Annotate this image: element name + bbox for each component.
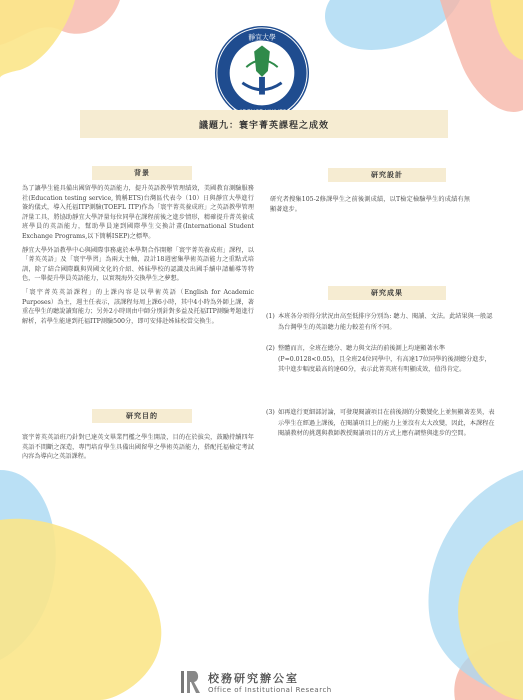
blob-blue-top-right [325, 0, 460, 50]
result-item-2 [266, 344, 496, 376]
ir-logo-icon [180, 669, 202, 695]
purpose-paragraph: 寰宇菁英英語班乃針對已達英文畢業門檻之學生開設，目的在於拔尖，鼓勵持續四年英語不間斷之深造，專門培育學生具備出國留學之學術英語能力，搭配托福檢定考試內容為導向之英語課程。 [22, 434, 254, 461]
blob-yellow-bottom-left [0, 519, 161, 700]
blob-yellow-top-left [0, 0, 75, 78]
design-heading: 研究設計 [328, 168, 446, 182]
footer-office-logo [180, 669, 332, 695]
result-item-1 [266, 312, 496, 333]
result-num-3: (3) [266, 409, 275, 416]
design-paragraph: 研究者搜集105-2修課學生之前後測成績，以T檢定檢驗學生的成績有無顯著進步。 [270, 196, 470, 213]
results-heading: 研究成果 [328, 286, 446, 300]
result-text-1: 本班各分項得分狀況由高至低排序分別為: 聽力、閱讀、文法。此結果與一般認為台灣學生的英語聽力能力較差有所不同。 [278, 313, 493, 331]
background-section [22, 184, 254, 330]
footer-office-name-en: Office of Institutional Research [208, 686, 332, 694]
purpose-section [22, 433, 254, 466]
result-num-1: (1) [266, 313, 275, 320]
background-paragraph-3: 「寰宇菁英英語課程」的上課內容是以學術英語（English for Academic Purposes）為主，週主任表示，該課程每周上課6小時，其中4小時為外師上課，著重在學生的聽說讀寫能力；另外2小時則由中師分別針對多益及托福ITP測驗考題進行解析，若學生能達到托福ITP測驗500分，即可安排赴姊妹校當交換生。 [22, 288, 254, 325]
logo-top-text: 靜宜大學 [248, 33, 276, 42]
purpose-heading: 研究目的 [92, 409, 192, 423]
university-seal-logo [213, 24, 311, 122]
footer-office-name-zh: 校務研究辦公室 [208, 672, 299, 685]
background-heading: 背景 [92, 166, 192, 180]
result-item-3 [266, 408, 496, 440]
result-text-2: 整體而言，全班在總分、聽力與文法的前後測上均達顯著水準(P=0.0128<0.05)，且全班24位同學中，有高達17位同學的後測總分進步，其中進步幅度最高的達60分，表示此菁英班有明顯成效，值得肯定。 [278, 345, 491, 373]
page-title: 議題九：寰宇菁英課程之成效 [80, 110, 448, 138]
background-paragraph-1: 為了讓學生能具備出國留學的英語能力，提升英語教學管理績效，美國教育測驗服務社(Education testing service, 簡稱ETS)台灣區代表今（10）日與靜宜大學進行簽約儀式，導入托福ITP測驗(TOEFL ITP)作為「寰宇菁英養成班」之英語教學管理評量工具，將協助靜宜大學評量每位同學在課程前後之進步情形，精確提升菁英養成班學員的英語能力，幫助學員達到國際學生交換計畫(International Student Exchange Programs,以下簡稱ISEP)之標準。 [22, 185, 254, 240]
design-section [270, 195, 470, 218]
result-num-2: (2) [266, 345, 275, 352]
background-paragraph-2: 靜宜大學外語教學中心與國際事務處於本學期合作開辦「寰宇菁英養成班」課程，以「菁英英語」及「寰宇學習」為兩大主軸，設計18週密集學術英語能力之重點式培訓，除了結合國際觀與異國文化的介紹、姊妹學校的認識及出國手續申請輔導等特色，一舉提升學員英語能力，以實現海外交換學生之夢想。 [22, 246, 254, 283]
result-text-3: 如再進行更細部討論，可發現閱讀項目在前後測的分數變化上並無顯著差異，表示學生在經過上課後，在閱讀項目上的能力上並沒有太大改變，因此，本課程在閱讀教材的挑選與教師教授閱讀項目的方式上應有調整與進步的空間。 [278, 409, 495, 437]
